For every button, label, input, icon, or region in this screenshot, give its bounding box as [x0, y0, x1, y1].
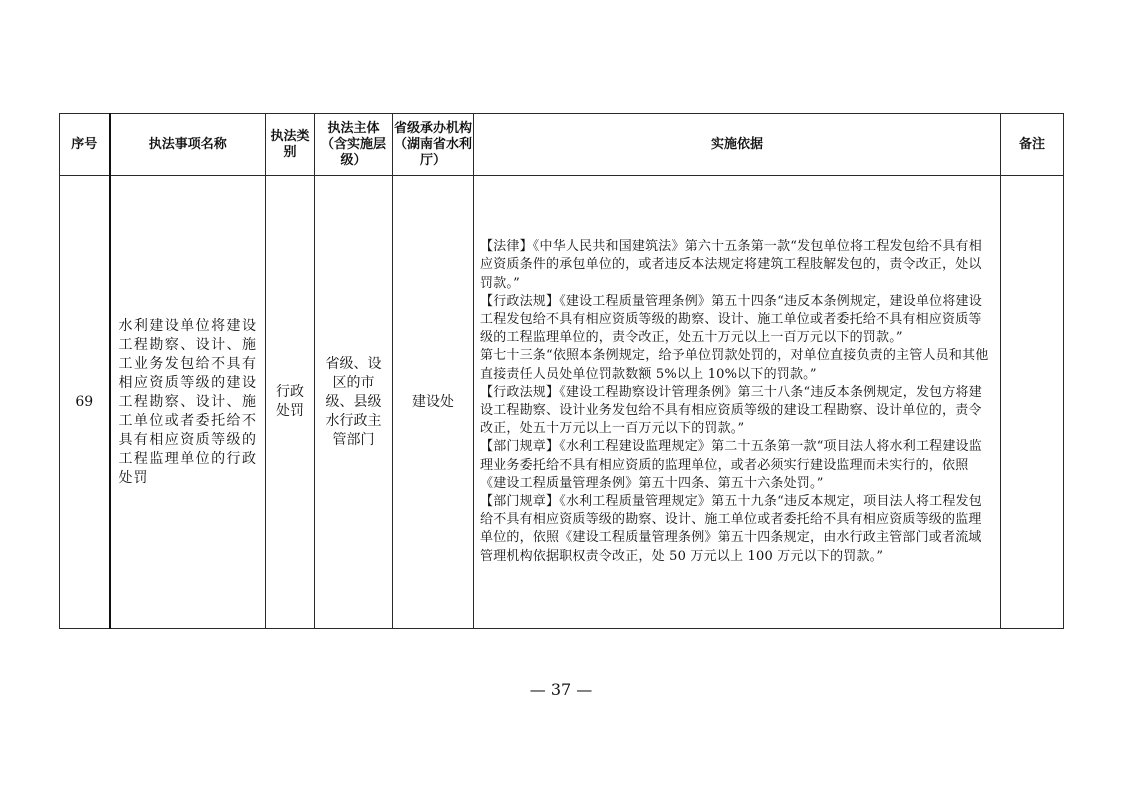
table-header-row [60, 114, 1064, 176]
cell-subject: 省级、设区的市级、县级水行政主管部门 [315, 176, 393, 629]
basis-paragraph: 【行政法规】《建设工程勘察设计管理条例》第三十八条“违反本条例规定，发包方将建设工程勘察、设计业务发包给不具有相应资质等级的建设工程勘察、设计单位的，责令改正，处五十万元以上一百万元以下的罚款。” [480, 384, 982, 437]
basis-paragraph: 【部门规章】《水利工程建设监理规定》第二十五条第一款“项目法人将水利工程建设监理业务委托给不具有相应资质的监理单位，或者必须实行建设监理而未实行的，依照《建设工程质量管理条例》第五十四条、第五十六条处罚。” [480, 439, 982, 491]
header-provincial: 省级承办机构（湖南省水利厅） [393, 114, 474, 176]
header-name: 执法事项名称 [110, 114, 266, 176]
enforcement-table [59, 113, 1064, 629]
page-number: — 37 — [529, 680, 593, 699]
basis-paragraph: 【法律】《中华人民共和国建筑法》第六十五条第一款“发包单位将工程发包给不具有相应资质条件的承包单位的，或者违反本法规定将建筑工程肢解发包的，责令改正，处以罚款。” [480, 239, 982, 291]
cell-note [1001, 176, 1064, 629]
basis-paragraph: 第七十三条“依照本条例规定，给予单位罚款处罚的，对单位直接负责的主管人员和其他直接责任人员处单位罚款数额 5%以上 10%以下的罚款。” [480, 348, 989, 382]
basis-paragraph: 【部门规章】《水利工程质量管理规定》第五十九条“违反本规定，项目法人将工程发包给不具有相应资质等级的勘察、设计、施工单位或者委托给不具有相应资质等级的监理单位的，依照《建设工程质量管理条例》第五十四条规定，由水行政主管部门或者流域管理机构依据职权责令改正，处 50 万元以上 100 万元以下的罚款。” [480, 494, 982, 564]
header-basis: 实施依据 [474, 114, 1001, 176]
cell-seq: 69 [60, 176, 110, 629]
header-note: 备注 [1001, 114, 1064, 176]
basis-paragraph: 【行政法规】《建设工程质量管理条例》第五十四条“违反本条例规定，建设单位将建设工程发包给不具有相应资质等级的勘察、设计、施工单位或者委托给不具有相应资质等级的工程监理单位的，责令改正，处五十万元以上一百万元以下的罚款。” [480, 293, 982, 346]
cell-basis [474, 176, 1001, 629]
header-subject: 执法主体（含实施层级） [315, 114, 393, 176]
table-row [60, 176, 1064, 629]
cell-category: 行政处罚 [266, 176, 315, 629]
cell-provincial: 建设处 [393, 176, 474, 629]
header-category: 执法类别 [266, 114, 315, 176]
cell-name: 水利建设单位将建设工程勘察、设计、施工业务发包给不具有相应资质等级的建设工程勘察、设计、施工单位或者委托给不具有相应资质等级的工程监理单位的行政处罚 [110, 176, 266, 629]
header-seq: 序号 [60, 114, 110, 176]
